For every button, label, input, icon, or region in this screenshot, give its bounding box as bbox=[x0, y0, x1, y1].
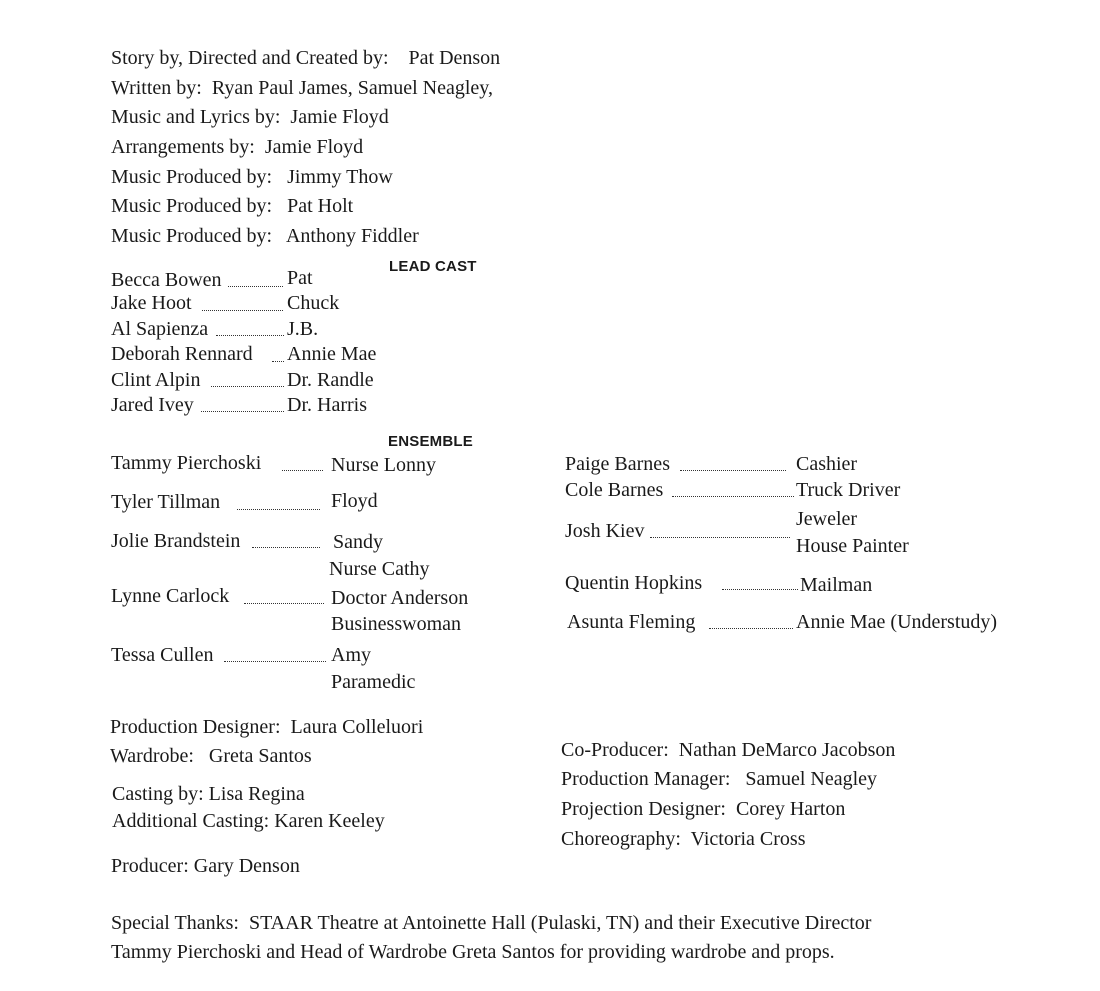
actor-name: Lynne Carlock bbox=[111, 585, 230, 607]
leader-dots bbox=[228, 286, 283, 287]
leader-dots bbox=[201, 411, 284, 412]
role-name: Chuck bbox=[287, 292, 340, 314]
leader-dots bbox=[709, 628, 793, 629]
role-name: Sandy bbox=[333, 531, 383, 553]
role-name: J.B. bbox=[287, 318, 319, 340]
lead-cast-heading: LEAD CAST bbox=[389, 258, 477, 275]
credit-producer: Producer: Gary Denson bbox=[111, 855, 300, 877]
role-name: Businesswoman bbox=[331, 613, 461, 635]
special-thanks-line-2: Tammy Pierchoski and Head of Wardrobe Greta Santos for providing wardrobe and props. bbox=[111, 941, 835, 963]
credit-line-music-lyrics: Music and Lyrics by: Jamie Floyd bbox=[111, 106, 389, 128]
role-name: Truck Driver bbox=[796, 479, 901, 501]
actor-name: Paige Barnes bbox=[565, 453, 670, 475]
actor-name: Becca Bowen bbox=[111, 269, 222, 291]
actor-name: Tammy Pierchoski bbox=[111, 452, 262, 474]
actor-name: Jared Ivey bbox=[111, 394, 194, 416]
role-name: Nurse Cathy bbox=[329, 558, 430, 580]
role-name: Dr. Randle bbox=[287, 369, 374, 391]
actor-name: Jolie Brandstein bbox=[111, 530, 241, 552]
leader-dots bbox=[680, 470, 786, 471]
special-thanks-line-1: Special Thanks: STAAR Theatre at Antoinette Hall (Pulaski, TN) and their Executive Director bbox=[111, 912, 872, 934]
leader-dots bbox=[224, 661, 326, 662]
credit-line-music-produced-2: Music Produced by: Pat Holt bbox=[111, 195, 354, 217]
credit-production-manager: Production Manager: Samuel Neagley bbox=[561, 768, 878, 790]
role-name: Floyd bbox=[331, 490, 378, 512]
leader-dots bbox=[216, 335, 284, 336]
leader-dots bbox=[202, 310, 283, 311]
actor-name: Cole Barnes bbox=[565, 479, 664, 501]
credit-line-music-produced-1: Music Produced by: Jimmy Thow bbox=[111, 166, 393, 188]
leader-dots bbox=[650, 537, 790, 538]
credit-projection-designer: Projection Designer: Corey Harton bbox=[561, 798, 846, 820]
credit-co-producer: Co-Producer: Nathan DeMarco Jacobson bbox=[561, 739, 896, 761]
role-name: Annie Mae (Understudy) bbox=[796, 611, 998, 633]
actor-name: Al Sapienza bbox=[111, 318, 209, 340]
role-name: House Painter bbox=[796, 535, 909, 557]
role-name: Mailman bbox=[800, 574, 873, 596]
leader-dots bbox=[244, 603, 324, 604]
role-name: Cashier bbox=[796, 453, 858, 475]
role-name: Jeweler bbox=[796, 508, 858, 530]
credit-line-music-produced-3: Music Produced by: Anthony Fiddler bbox=[111, 225, 419, 247]
role-name: Amy bbox=[331, 644, 371, 666]
credit-wardrobe: Wardrobe: Greta Santos bbox=[110, 745, 312, 767]
role-name: Pat bbox=[287, 267, 313, 289]
actor-name: Deborah Rennard bbox=[111, 343, 253, 365]
role-name: Paramedic bbox=[331, 671, 416, 693]
actor-name: Quentin Hopkins bbox=[565, 572, 703, 594]
credit-choreography: Choreography: Victoria Cross bbox=[561, 828, 806, 850]
leader-dots bbox=[211, 386, 284, 387]
credit-production-designer: Production Designer: Laura Colleluori bbox=[110, 716, 424, 738]
actor-name: Tessa Cullen bbox=[111, 644, 214, 666]
leader-dots bbox=[722, 589, 798, 590]
credit-line-arrangements: Arrangements by: Jamie Floyd bbox=[111, 136, 364, 158]
credit-line-written: Written by: Ryan Paul James, Samuel Neagley, bbox=[111, 77, 494, 99]
role-name: Nurse Lonny bbox=[331, 454, 436, 476]
credit-additional-casting: Additional Casting: Karen Keeley bbox=[112, 810, 385, 832]
actor-name: Asunta Fleming bbox=[567, 611, 696, 633]
credit-line-story: Story by, Directed and Created by: Pat Denson bbox=[111, 47, 501, 69]
actor-name: Clint Alpin bbox=[111, 369, 201, 391]
actor-name: Tyler Tillman bbox=[111, 491, 221, 513]
ensemble-heading: ENSEMBLE bbox=[388, 433, 473, 450]
role-name: Annie Mae bbox=[287, 343, 377, 365]
role-name: Dr. Harris bbox=[287, 394, 367, 416]
leader-dots bbox=[237, 509, 320, 510]
leader-dots bbox=[252, 547, 320, 548]
leader-dots bbox=[272, 361, 284, 362]
actor-name: Josh Kiev bbox=[565, 520, 645, 542]
credit-casting: Casting by: Lisa Regina bbox=[112, 783, 305, 805]
leader-dots bbox=[282, 470, 323, 471]
actor-name: Jake Hoot bbox=[111, 292, 192, 314]
role-name: Doctor Anderson bbox=[331, 587, 469, 609]
leader-dots bbox=[672, 496, 794, 497]
